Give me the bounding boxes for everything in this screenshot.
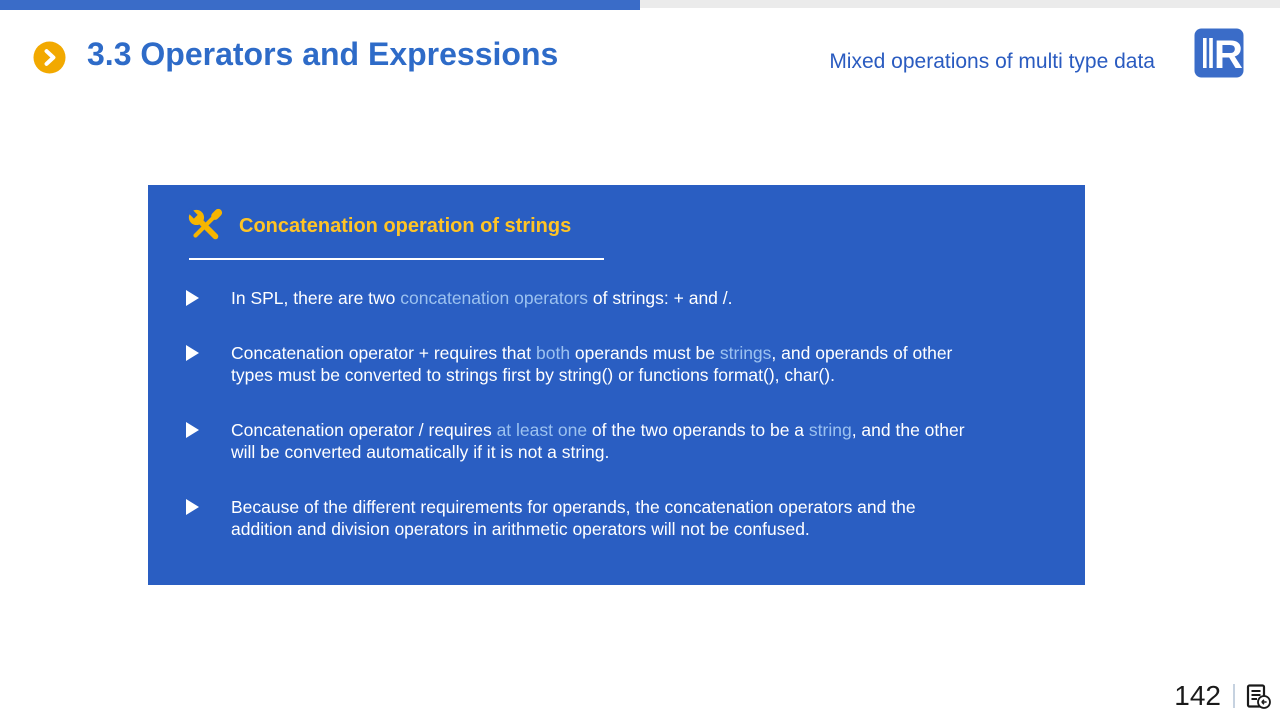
bullet-text: Because of the different requirements for operands, the concatenation operators and the addition and division operators in arithmetic operators will not be confused. xyxy=(231,497,916,539)
bullet-text: Concatenation operator / requires at least one of the two operands to be a string, and the other will be converted automatically if it is not a string. xyxy=(231,420,965,462)
tools-icon xyxy=(186,207,224,245)
panel-title-underline xyxy=(189,258,604,260)
topbar-accent-gray xyxy=(640,0,1280,8)
footer-divider xyxy=(1233,684,1235,708)
bullet-item xyxy=(186,496,1045,540)
page-number: 142 xyxy=(1174,680,1221,711)
bullet-item xyxy=(186,419,1045,463)
bullet-text: Concatenation operator + requires that both operands must be strings, and operands of other types must be converted to strings first by string() or functions format(), char(). xyxy=(231,343,953,385)
triangle-bullet-icon xyxy=(186,422,199,438)
panel-title: Concatenation operation of strings xyxy=(239,214,572,237)
panel-header xyxy=(186,207,1045,245)
triangle-bullet-icon xyxy=(186,290,199,306)
header-subtitle: Mixed operations of multi type data xyxy=(829,50,1155,73)
footer xyxy=(1174,680,1272,712)
bullet-item xyxy=(186,342,1045,386)
bullet-list xyxy=(186,287,1045,540)
raqsoft-logo-icon xyxy=(1194,28,1244,78)
chevron-right-circle-icon xyxy=(33,41,66,74)
svg-text:R: R xyxy=(1214,33,1243,77)
history-document-icon xyxy=(1245,683,1272,710)
bullet-text: In SPL, there are two concatenation operators of strings: + and /. xyxy=(231,288,733,308)
content-panel xyxy=(148,185,1085,585)
triangle-bullet-icon xyxy=(186,345,199,361)
page-title: 3.3 Operators and Expressions xyxy=(87,36,559,72)
bullet-item xyxy=(186,287,1045,309)
triangle-bullet-icon xyxy=(186,499,199,515)
topbar-accent-blue xyxy=(0,0,640,10)
